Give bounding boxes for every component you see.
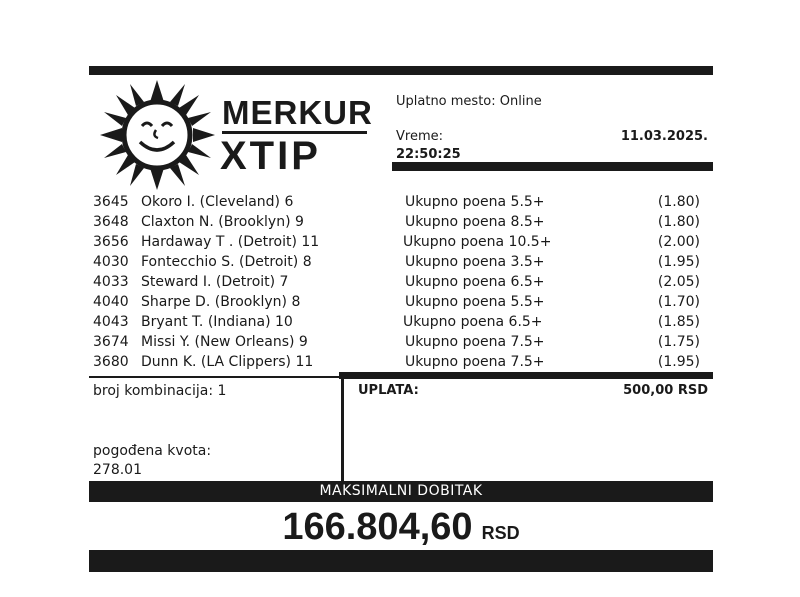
bet-row (93, 192, 708, 212)
bet-player: Hardaway T . (Detroit) 11 (141, 234, 320, 250)
bet-market: Ukupno poena 3.5+ (405, 254, 545, 270)
bet-player: Okoro I. (Cleveland) 6 (141, 194, 294, 210)
payment-value: 500,00 RSD (623, 383, 708, 398)
bet-code: 3656 (93, 234, 129, 250)
bet-odds: (1.85) (657, 314, 700, 330)
bet-odds: (1.80) (657, 194, 700, 210)
bet-odds: (2.05) (657, 274, 700, 290)
bet-player: Missi Y. (New Orleans) 9 (141, 334, 308, 350)
bet-market: Ukupno poena 5.5+ (405, 194, 545, 210)
bet-odds: (1.80) (657, 214, 700, 230)
bet-market: Ukupno poena 5.5+ (405, 294, 545, 310)
bet-player: Claxton N. (Brooklyn) 9 (141, 214, 304, 230)
summary-thin-rule (89, 376, 339, 378)
bet-row (93, 352, 708, 372)
bet-market: Ukupno poena 6.5+ (405, 274, 545, 290)
odds-label: pogođena kvota: (93, 443, 212, 459)
bet-code: 3645 (93, 194, 129, 210)
bet-row (93, 252, 708, 272)
bet-code: 4040 (93, 294, 129, 310)
bet-market: Ukupno poena 10.5+ (403, 234, 552, 250)
bet-odds: (1.95) (657, 254, 700, 270)
bet-odds: (2.00) (657, 234, 700, 250)
header-right-bar (392, 162, 713, 171)
max-payout-label: MAKSIMALNI DOBITAK (319, 483, 483, 499)
bet-code: 4043 (93, 314, 129, 330)
bet-code: 3680 (93, 354, 129, 370)
merkur-sun-logo-icon (100, 80, 215, 190)
bet-player: Fontecchio S. (Detroit) 8 (141, 254, 312, 270)
bet-row (93, 292, 708, 312)
bet-market: Ukupno poena 8.5+ (405, 214, 545, 230)
bet-row (93, 332, 708, 352)
brand-name-xtip: XTIP (220, 134, 321, 178)
bet-market: Ukupno poena 7.5+ (405, 354, 545, 370)
max-payout-amount-row (89, 506, 713, 549)
bet-player: Dunn K. (LA Clippers) 11 (141, 354, 314, 370)
payment-place: Uplatno mesto: Online (396, 94, 542, 109)
summary-vertical-divider (341, 372, 344, 481)
time-label: Vreme: (396, 129, 443, 144)
summary-thick-rule (339, 372, 713, 379)
ticket-time: 22:50:25 (396, 147, 461, 162)
odds-value: 278.01 (93, 462, 142, 478)
brand-name-merkur: MERKUR (222, 94, 373, 131)
bet-row (93, 232, 708, 252)
bet-player: Bryant T. (Indiana) 10 (141, 314, 293, 330)
bet-market: Ukupno poena 6.5+ (403, 314, 543, 330)
combination-count: broj kombinacija: 1 (93, 383, 227, 399)
bet-player: Steward I. (Detroit) 7 (141, 274, 289, 290)
bet-code: 4030 (93, 254, 129, 270)
max-payout-currency: RSD (481, 523, 520, 543)
max-payout-amount: 166.804,60 (282, 506, 473, 548)
ticket-date: 11.03.2025. (620, 129, 708, 144)
bet-odds: (1.75) (657, 334, 700, 350)
bet-code: 4033 (93, 274, 129, 290)
bottom-border-bar (89, 550, 713, 572)
top-border-bar (89, 66, 713, 75)
bet-code: 3648 (93, 214, 129, 230)
bet-market: Ukupno poena 7.5+ (405, 334, 545, 350)
bet-row (93, 272, 708, 292)
bet-row (93, 312, 708, 332)
bet-player: Sharpe D. (Brooklyn) 8 (141, 294, 301, 310)
payment-label: UPLATA: (358, 383, 419, 398)
bet-code: 3674 (93, 334, 129, 350)
bet-odds: (1.95) (657, 354, 700, 370)
bet-odds: (1.70) (657, 294, 700, 310)
max-payout-banner (89, 481, 713, 502)
bet-row (93, 212, 708, 232)
